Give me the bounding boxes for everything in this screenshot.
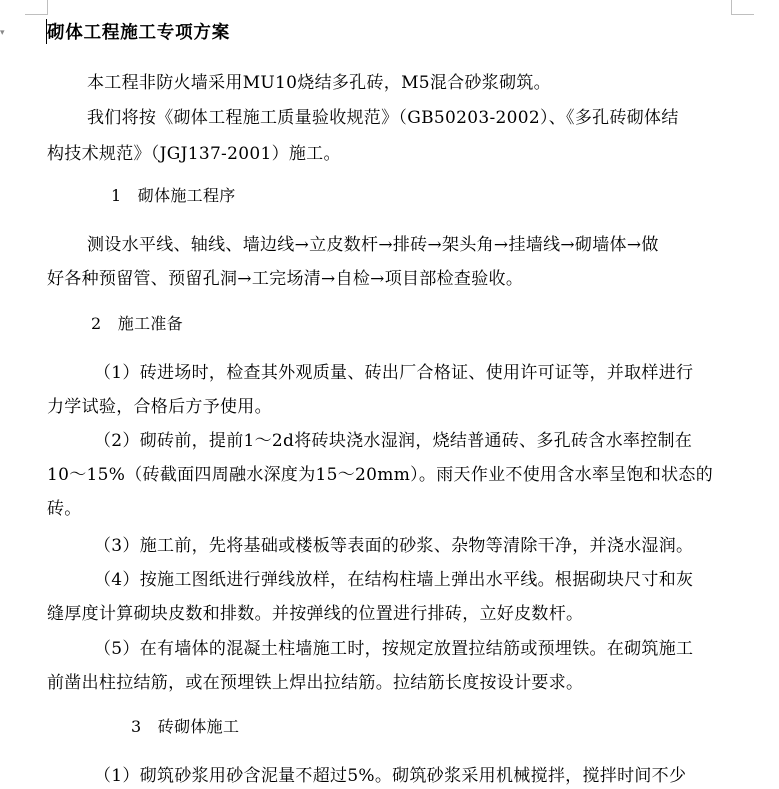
paragraph-line[interactable]: 我们将按《砌体工程施工质量验收规范》（GB50203-2002）、《多孔砖砌体结: [87, 108, 679, 128]
paragraph-line[interactable]: （1）砌筑砂浆用砂含泥量不超过5%。砌筑砂浆采用机械搅拌，搅拌时间不少: [94, 766, 687, 786]
paragraph-line[interactable]: （4）按施工图纸进行弹线放样，在结构柱墙上弹出水平线。根据砌块尺寸和灰: [94, 570, 694, 590]
paragraph-line[interactable]: 测设水平线、轴线、墙边线→立皮数杆→排砖→架头角→挂墙线→砌墙体→做: [87, 235, 659, 255]
section-heading[interactable]: 2 施工准备: [91, 314, 183, 333]
page-corner-mark-top-left: [25, 0, 48, 15]
page-corner-mark-top-right: [731, 0, 754, 15]
section-heading[interactable]: 1 砌体施工程序: [111, 186, 236, 205]
paragraph-line[interactable]: 前凿出柱拉结筋，或在预埋铁上焊出拉结筋。拉结筋长度按设计要求。: [47, 673, 584, 693]
collapse-arrow-icon: ▾: [0, 28, 5, 38]
paragraph-line[interactable]: （2）砌砖前，提前1～2d将砖块浇水湿润，烧结普通砖、多孔砖含水率控制在: [94, 431, 693, 451]
paragraph-line[interactable]: 本工程非防火墙采用MU10烧结多孔砖，M5混合砂浆砌筑。: [87, 73, 551, 93]
section-heading[interactable]: 3 砖砌体施工: [131, 717, 240, 736]
paragraph-line[interactable]: 好各种预留管、预留孔洞→工完场清→自检→项目部检查验收。: [47, 269, 524, 289]
paragraph-line[interactable]: 10～15%（砖截面四周融水深度为15～20mm）。雨天作业不使用含水率呈饱和状态的: [47, 465, 714, 485]
paragraph-line[interactable]: 构技术规范》（JGJ137-2001）施工。: [47, 144, 341, 164]
paragraph-line[interactable]: （5）在有墙体的混凝土柱墙施工时，按规定放置拉结筋或预埋铁。在砌筑施工: [94, 639, 694, 659]
paragraph-line[interactable]: 砖。: [47, 499, 82, 519]
document-title[interactable]: 砌体工程施工专项方案: [47, 23, 230, 43]
paragraph-line[interactable]: 力学试验，合格后方予使用。: [47, 397, 272, 417]
paragraph-line[interactable]: （3）施工前，先将基础或楼板等表面的砂浆、杂物等清除干净，并浇水湿润。: [94, 536, 694, 556]
paragraph-line[interactable]: （1）砖进场时，检查其外观质量、砖出厂合格证、使用许可证等，并取样进行: [94, 363, 694, 383]
paragraph-line[interactable]: 缝厚度计算砌块皮数和排数。并按弹线的位置进行排砖，立好皮数杆。: [47, 604, 584, 624]
